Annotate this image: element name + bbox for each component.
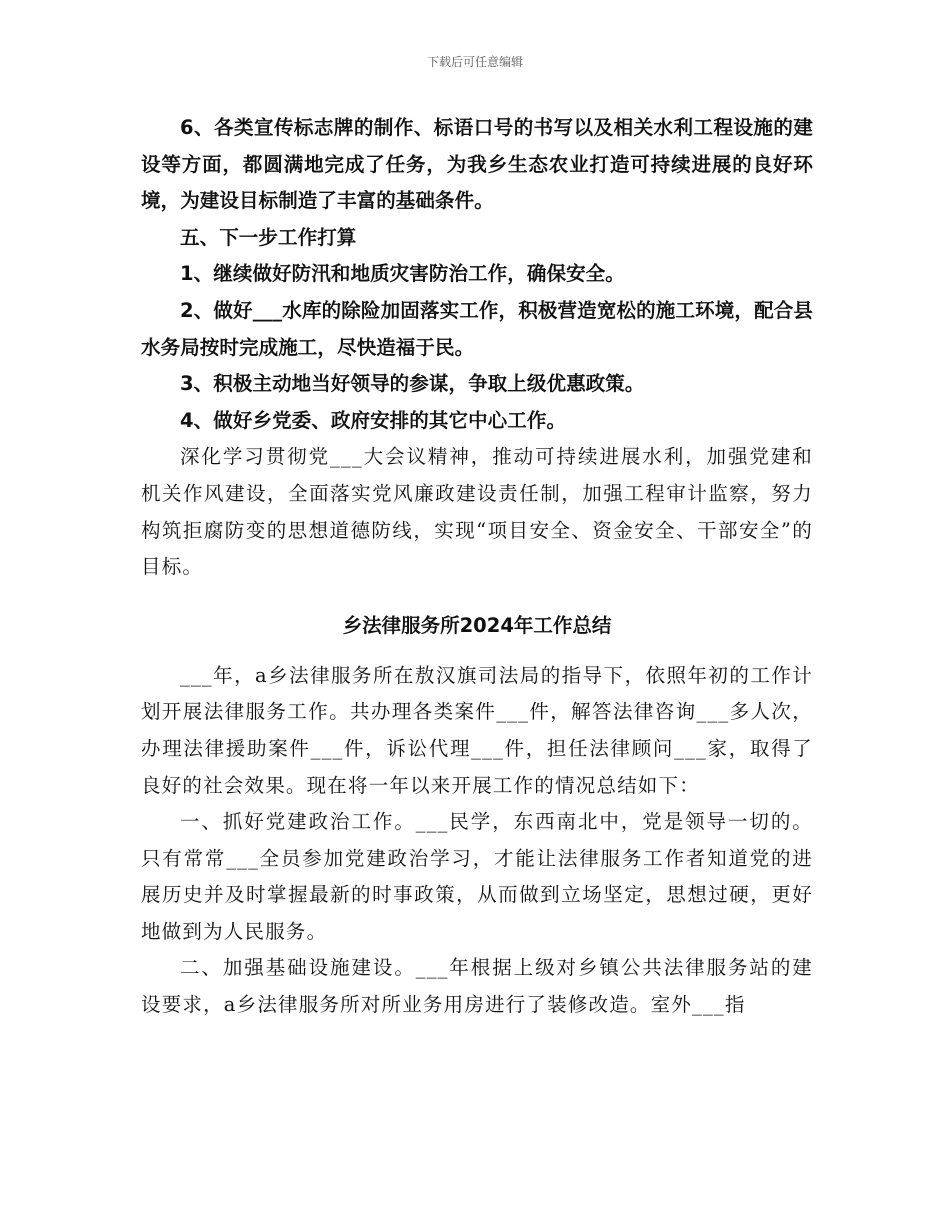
paragraph-plan-4: 4、做好乡党委、政府安排的其它中心工作。 <box>180 408 567 432</box>
paragraph-party-building: 一、抓好党建政治工作。___民学，东西南北中，党是领导一切的。只有常常___全员参加党建政治学习，才能让法律服务工作者知道党的进展历史并及时掌握最新的时事政策，从而做到立场坚定，思想过硬，更好地做到为人民服务。 <box>141 810 813 943</box>
paragraph-plan-1: 1、继续做好防汛和地质灾害防治工作，确保安全。 <box>180 262 625 286</box>
paragraph-plan-3: 3、积极主动地当好领导的参谋，争取上级优惠政策。 <box>180 372 645 396</box>
section-heading-next-steps: 五、下一步工作打算 <box>180 225 357 249</box>
paragraph-item-6: 6、各类宣传标志牌的制作、标语口号的书写以及相关水利工程设施的建设等方面，都圆满地完成了任务，为我乡生态农业打造可持续进展的良好环境，为建设目标制造了丰富的基础条件。 <box>141 116 813 213</box>
paragraph-plan-2: 2、做好___水库的除险加固落实工作，积极营造宽松的施工环境，配合县水务局按时完成施工，尽快造福于民。 <box>141 298 813 359</box>
paragraph-intro: ___年，a乡法律服务所在敖汉旗司法局的指导下，依照年初的工作计划开展法律服务工作。共办理各类案件___件，解答法律咨询___多人次，办理法律援助案件___件，诉讼代理___件，担任法律顾问___家，取得了良好的社会效果。现在将一年以来开展工作的情况总结如下： <box>141 663 813 797</box>
page-header-note: 下载后可任意编辑 <box>426 55 523 69</box>
document-body <box>141 110 813 1024</box>
paragraph-closing: 深化学习贯彻党___大会议精神，推动可持续进展水利，加强党建和机关作风建设，全面落实党风廉政建设责任制，加强工程审计监察，努力构筑拒腐防变的思想道德防线，实现“项目安全、资金安全、干部安全”的目标。 <box>141 445 813 579</box>
paragraph-infrastructure: 二、加强基础设施建设。___年根据上级对乡镇公共法律服务站的建设要求，a乡法律服务所对所业务用房进行了装修改造。室外___指 <box>141 956 813 1017</box>
document-title: 乡法律服务所2024年工作总结 <box>342 613 612 637</box>
